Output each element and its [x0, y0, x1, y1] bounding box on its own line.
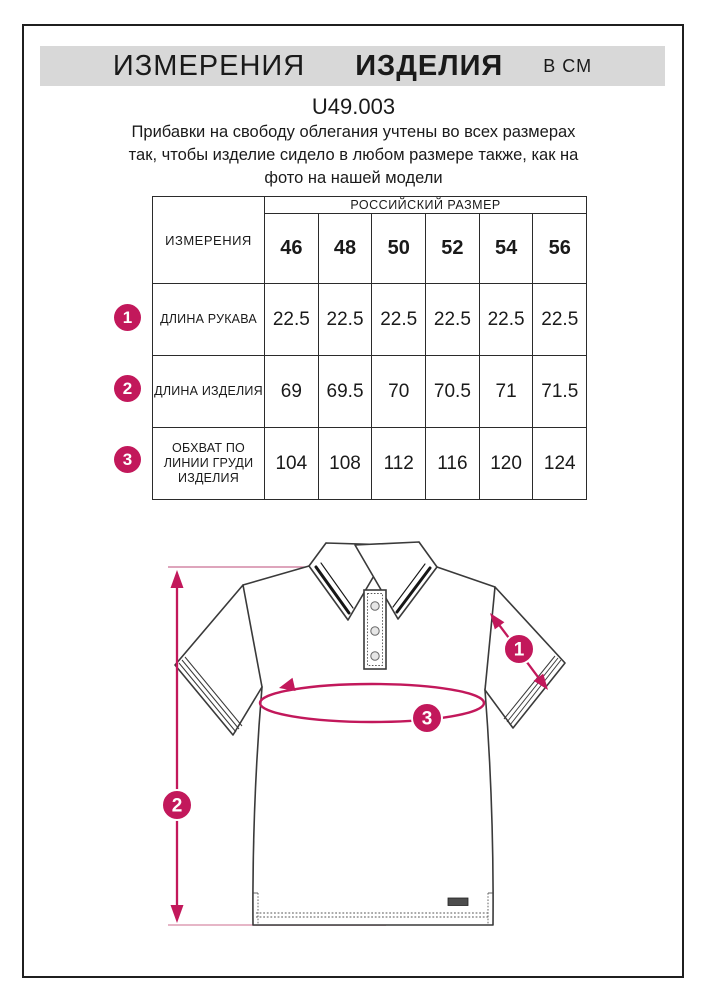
cell-value: 22.5: [426, 284, 480, 356]
cell-value: 22.5: [318, 284, 372, 356]
placket: [364, 590, 386, 669]
row-label-sleeve-length: ДЛИНА РУКАВА: [153, 284, 265, 356]
row-marker-1: 1: [114, 304, 141, 331]
title-banner: [40, 46, 665, 86]
cell-value: 70.5: [426, 356, 480, 428]
cell-value: 22.5: [265, 284, 319, 356]
row-marker-2: 2: [114, 375, 141, 402]
cell-value: 108: [318, 428, 372, 500]
size-col-50: 50: [372, 214, 426, 284]
size-col-54: 54: [479, 214, 533, 284]
polo-measurement-diagram: [140, 530, 600, 945]
hem-label-tag: [448, 898, 468, 906]
arrowhead-down-icon: [171, 905, 184, 923]
cell-value: 124: [533, 428, 587, 500]
cell-value: 22.5: [533, 284, 587, 356]
button-icon: [371, 602, 379, 610]
table-row: [153, 284, 587, 356]
cell-value: 120: [479, 428, 533, 500]
button-icon: [371, 627, 379, 635]
title-word-product: ИЗДЕЛИЯ: [355, 49, 504, 82]
size-col-56: 56: [533, 214, 587, 284]
size-col-48: 48: [318, 214, 372, 284]
button-icon: [371, 652, 379, 660]
cell-value: 69: [265, 356, 319, 428]
marker-1-label: 1: [513, 639, 525, 661]
table-row: [153, 428, 587, 500]
cell-value: 70: [372, 356, 426, 428]
cell-value: 71: [479, 356, 533, 428]
fit-note-line-2: так, чтобы изделие сидело в любом размере также, как на: [128, 146, 579, 164]
cell-value: 116: [426, 428, 480, 500]
fit-note-line-3: фото на нашей модели: [264, 169, 443, 187]
fit-note: [0, 121, 707, 190]
size-col-52: 52: [426, 214, 480, 284]
cell-value: 22.5: [372, 284, 426, 356]
cell-value: 112: [372, 428, 426, 500]
row-marker-3: 3: [114, 446, 141, 473]
cell-value: 104: [265, 428, 319, 500]
table-header-size-group: РОССИЙСКИЙ РАЗМЕР: [265, 197, 587, 214]
table-row: [153, 356, 587, 428]
fit-note-line-1: Прибавки на свободу облегания учтены во всех размерах: [131, 123, 576, 141]
cell-value: 69.5: [318, 356, 372, 428]
size-table: [152, 196, 587, 500]
row-label-item-length: ДЛИНА ИЗДЕЛИЯ: [153, 356, 265, 428]
marker-2-label: 2: [171, 795, 183, 817]
row-label-chest-girth: ОБХВАТ ПО ЛИНИИ ГРУДИ ИЗДЕЛИЯ: [153, 428, 265, 500]
arrowhead-up-icon: [171, 570, 184, 588]
product-code: U49.003: [311, 94, 396, 119]
marker-3-label: 3: [421, 708, 433, 730]
size-col-46: 46: [265, 214, 319, 284]
title-unit: В СМ: [543, 55, 593, 76]
cell-value: 71.5: [533, 356, 587, 428]
cell-value: 22.5: [479, 284, 533, 356]
title-word-measurements: ИЗМЕРЕНИЯ: [112, 49, 306, 82]
table-header-measurements: ИЗМЕРЕНИЯ: [153, 197, 265, 284]
